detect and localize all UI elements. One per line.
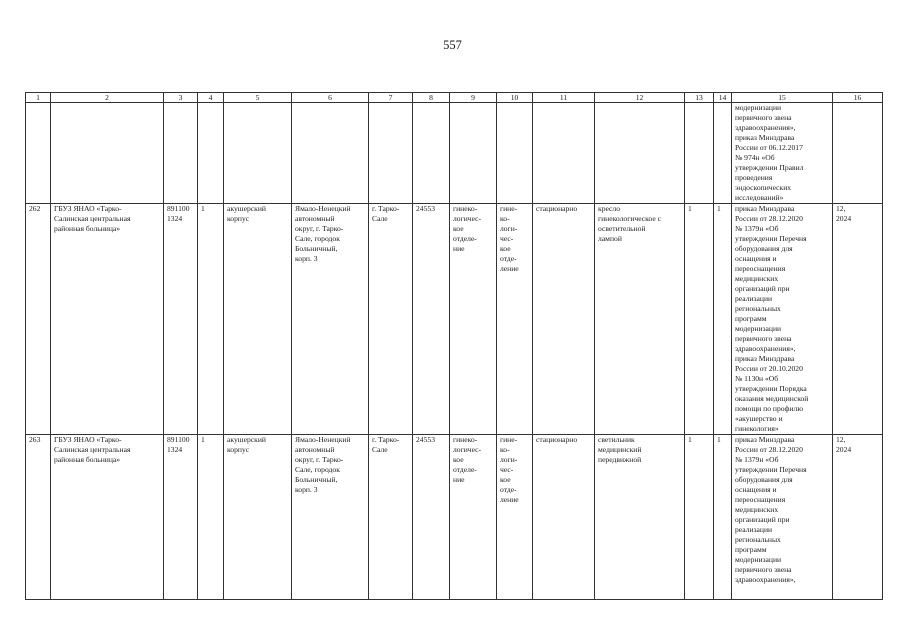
quantity-cell: 1 bbox=[714, 435, 732, 600]
column-header: 7 bbox=[369, 93, 413, 103]
department-cell: гине- ко- логи- чес- кое отде- ление bbox=[497, 435, 533, 600]
table-cell: 24553 bbox=[413, 435, 450, 600]
care-type-cell: стационарно bbox=[533, 435, 595, 600]
code-cell: 891100 1324 bbox=[164, 204, 198, 435]
table-cell bbox=[224, 103, 292, 204]
column-header: 8 bbox=[413, 93, 450, 103]
column-header: 3 bbox=[164, 93, 198, 103]
table-cell bbox=[685, 103, 714, 204]
organization-cell: ГБУЗ ЯНАО «Тарко- Салинская центральная районная больница» bbox=[51, 435, 164, 600]
equipment-cell: кресло гинекологическое с осветительной лампой bbox=[595, 204, 685, 435]
column-header: 5 bbox=[224, 93, 292, 103]
date-cell: 12, 2024 bbox=[833, 435, 883, 600]
table-cell bbox=[369, 103, 413, 204]
legal-basis-cell: модернизации первичного звена здравоохранения», приказ Минздрава России от 06.12.2017 № 974н «Об утверждении Правил проведения эндоскопических исследований» bbox=[732, 103, 833, 204]
table-cell: 24553 bbox=[413, 204, 450, 435]
column-header: 13 bbox=[685, 93, 714, 103]
column-header: 15 bbox=[732, 93, 833, 103]
column-header: 4 bbox=[198, 93, 224, 103]
column-header: 11 bbox=[533, 93, 595, 103]
page-number: 557 bbox=[443, 38, 462, 52]
table-cell: 1 bbox=[198, 204, 224, 435]
table-cell bbox=[714, 103, 732, 204]
legal-basis-cell: приказ Минздрава России от 28.12.2020 № 1379н «Об утверждении Перечня оборудования для оснащения и переоснащения медицинских организаций при реализации региональных программ модернизации первичного звена здравоохранения», приказ Минздрава России от 20.10.2020 № 1130н «Об утверждении Порядка оказания медицинской помощи по профилю «акушерство и гинекология» bbox=[732, 204, 833, 435]
table-row bbox=[26, 435, 883, 600]
department-cell: гине- ко- логи- чес- кое отде- ление bbox=[497, 204, 533, 435]
column-header: 12 bbox=[595, 93, 685, 103]
table-row bbox=[26, 204, 883, 435]
organization-cell: ГБУЗ ЯНАО «Тарко- Салинская центральная районная больница» bbox=[51, 204, 164, 435]
table-cell bbox=[833, 103, 883, 204]
table-cell bbox=[595, 103, 685, 204]
equipment-cell: светильник медицинский передвижной bbox=[595, 435, 685, 600]
code-cell: 891100 1324 bbox=[164, 435, 198, 600]
table-cell bbox=[26, 103, 51, 204]
date-cell: 12, 2024 bbox=[833, 204, 883, 435]
column-header: 9 bbox=[450, 93, 497, 103]
quantity-cell: 1 bbox=[685, 204, 714, 435]
quantity-cell: 1 bbox=[685, 435, 714, 600]
equipment-registry-table bbox=[25, 92, 883, 600]
building-cell: акушерский корпус bbox=[224, 204, 292, 435]
quantity-cell: 1 bbox=[714, 204, 732, 435]
continuation-row bbox=[26, 103, 883, 204]
table-cell bbox=[413, 103, 450, 204]
address-cell: Ямало-Ненецкий автономный округ, г. Тарко- Сале, городок Больничный, корп. 3 bbox=[292, 435, 369, 600]
table-cell bbox=[164, 103, 198, 204]
department-cell: гинеко- логичес- кое отделе- ние bbox=[450, 435, 497, 600]
address-cell: Ямало-Ненецкий автономный округ, г. Тарко- Сале, городок Больничный, корп. 3 bbox=[292, 204, 369, 435]
care-type-cell: стационарно bbox=[533, 204, 595, 435]
column-header: 16 bbox=[833, 93, 883, 103]
table-cell bbox=[450, 103, 497, 204]
row-number-cell: 262 bbox=[26, 204, 51, 435]
column-header: 10 bbox=[497, 93, 533, 103]
table-cell bbox=[292, 103, 369, 204]
department-cell: гинеко- логичес- кое отделе- ние bbox=[450, 204, 497, 435]
city-cell: г. Тарко- Сале bbox=[369, 435, 413, 600]
table-cell bbox=[198, 103, 224, 204]
building-cell: акушерский корпус bbox=[224, 435, 292, 600]
table-cell bbox=[533, 103, 595, 204]
row-number-cell: 263 bbox=[26, 435, 51, 600]
column-header: 1 bbox=[26, 93, 51, 103]
table-cell bbox=[51, 103, 164, 204]
table-cell: 1 bbox=[198, 435, 224, 600]
city-cell: г. Тарко- Сале bbox=[369, 204, 413, 435]
column-number-header-row bbox=[26, 93, 883, 103]
table-cell bbox=[497, 103, 533, 204]
column-header: 6 bbox=[292, 93, 369, 103]
column-header: 14 bbox=[714, 93, 732, 103]
legal-basis-cell: приказ Минздрава России от 28.12.2020 № 1379н «Об утверждении Перечня оборудования для оснащения и переоснащения медицинских организаций при реализации региональных программ модернизации первичного звена здравоохранения», bbox=[732, 435, 833, 600]
column-header: 2 bbox=[51, 93, 164, 103]
